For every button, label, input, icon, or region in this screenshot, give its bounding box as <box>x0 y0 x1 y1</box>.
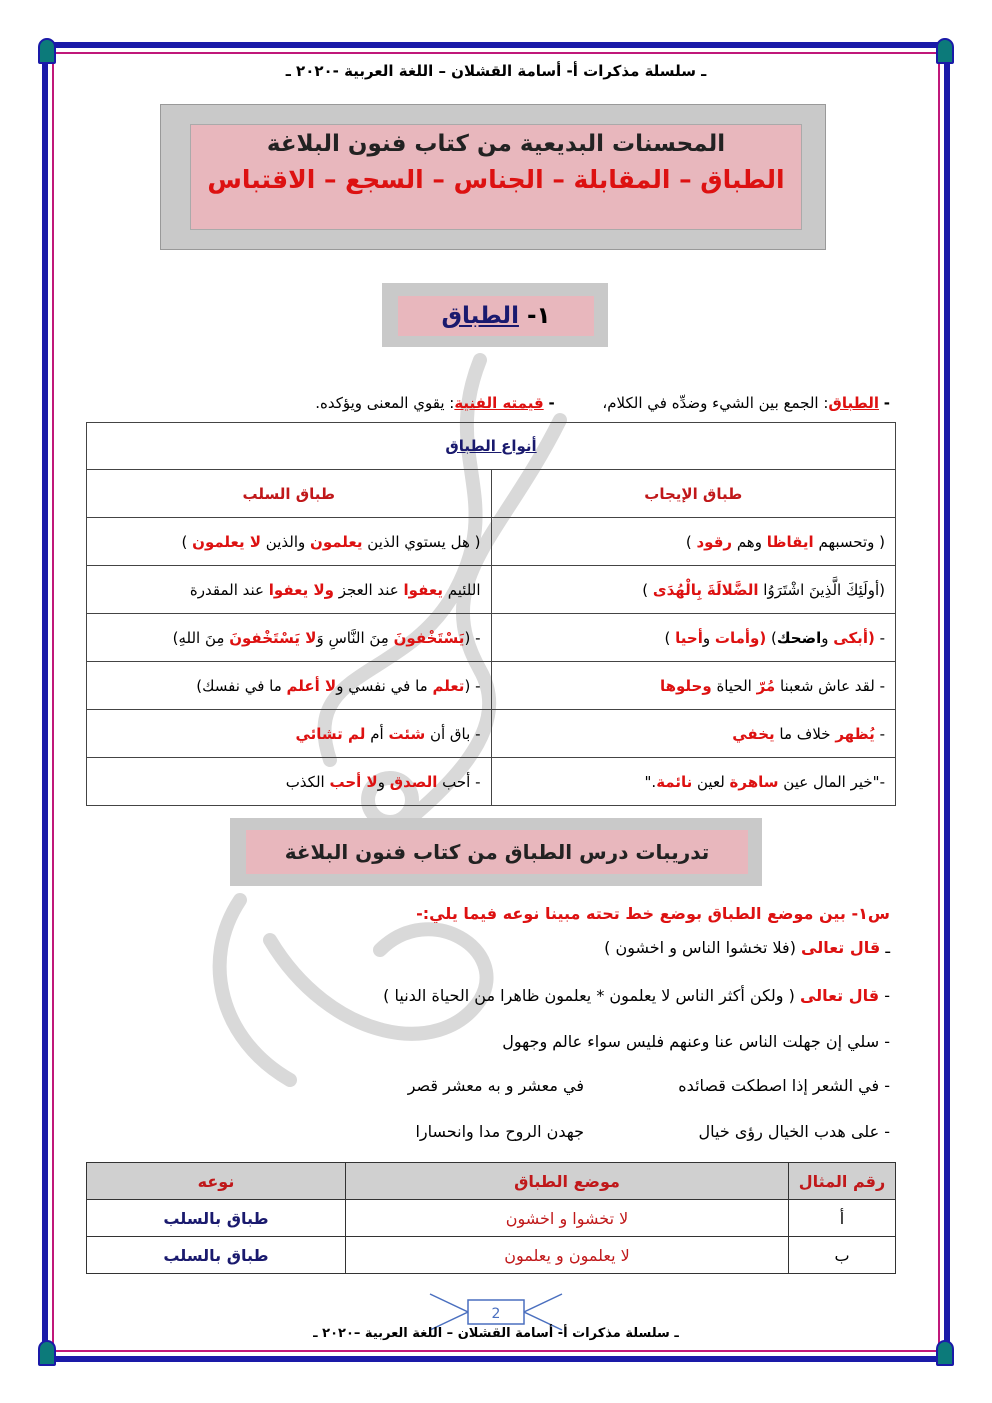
value-dash: - <box>548 394 555 412</box>
example-segment: يخفي <box>732 724 775 743</box>
page-footer: ـ سلسلة مذكرات أ- أسامة القشلان – اللغة العربية –٢٠٢٠ ـ <box>313 1326 679 1341</box>
types-row <box>87 566 896 614</box>
example-segment: - <box>874 628 885 647</box>
example-segment: ما في نفسك) <box>196 676 287 695</box>
answer-cell-type: طباق بالسلب <box>87 1237 346 1274</box>
example-segment: اللئيم <box>442 580 481 599</box>
corner-ornament-bottom-left <box>38 1340 56 1366</box>
corner-ornament-bottom-right <box>936 1340 954 1366</box>
types-row <box>87 614 896 662</box>
negative-example-cell <box>87 518 492 566</box>
item-prefix: - <box>884 986 890 1005</box>
example-segment: لعين <box>692 772 730 791</box>
verse-part-1: في الشعر إذا اصطكت قصائده <box>678 1076 880 1095</box>
item-prefix: ـ <box>885 938 890 957</box>
answer-cell-position: لا تخشوا و اخشون <box>346 1200 789 1237</box>
example-segment: - ( <box>464 628 481 647</box>
example-segment: (أبكى <box>833 628 875 647</box>
negative-example-cell <box>87 614 492 662</box>
item-text: (فلا تخشوا الناس و اخشون ) <box>604 938 802 957</box>
example-segment: ايقاظا <box>766 532 814 551</box>
example-segment: ) <box>766 628 777 647</box>
example-segment: اضحك <box>776 628 822 647</box>
example-segment: ) <box>664 628 676 647</box>
exercise-item-3 <box>70 1032 890 1051</box>
example-segment: (أولَئِكَ الَّذِينَ اشْتَرَوُا <box>758 580 885 599</box>
example-segment: رقود <box>696 532 733 551</box>
section-label: الطباق <box>441 303 519 329</box>
types-row <box>87 518 896 566</box>
example-segment: و <box>702 628 715 647</box>
example-segment: أحيا <box>675 628 703 647</box>
title-line-1: المحسنات البديعية من كتاب فنون البلاغة <box>266 131 726 157</box>
example-segment: لا أعلم <box>286 676 337 695</box>
example-segment: الكذب <box>285 772 330 791</box>
types-row <box>87 710 896 758</box>
answer-cell-type: طباق بالسلب <box>87 1200 346 1237</box>
example-segment: و <box>821 628 834 647</box>
item-lead: قال تعالى <box>801 938 881 957</box>
verse-part-2: في معشر و به معشر قصر <box>407 1076 585 1095</box>
example-segment: تعلم <box>432 676 465 695</box>
example-segment: - ( <box>464 676 481 695</box>
answer-cell-number: أ <box>789 1200 896 1237</box>
example-segment: مِنَ النَّاسِ وَ <box>316 628 394 647</box>
types-caption: أنواع الطباق <box>445 437 537 455</box>
example-segment: وهم <box>732 532 767 551</box>
example-segment: نائمة <box>656 772 693 791</box>
types-row <box>87 758 896 806</box>
positive-example-cell <box>491 758 896 806</box>
exercises-heading: تدريبات درس الطباق من كتاب فنون البلاغة <box>246 830 748 874</box>
types-row <box>87 662 896 710</box>
example-segment: -"خير المال عين <box>778 772 885 791</box>
example-segment: عند العجز <box>333 580 404 599</box>
example-segment: و <box>377 772 390 791</box>
example-segment: الضَّلالَةَ <box>706 580 759 599</box>
example-segment: خلاف ما <box>774 724 836 743</box>
col-negative-header: طباق السلب <box>87 470 492 518</box>
positive-example-cell <box>491 614 896 662</box>
exercise-item-1 <box>70 938 890 957</box>
definition-text: : الجمع بين الشيء وضدِّه في الكلام، <box>602 394 829 412</box>
example-segment: شئت <box>388 724 426 743</box>
example-segment: ." <box>644 772 657 791</box>
value-text: : يقوي المعنى ويؤكده. <box>315 394 455 412</box>
example-segment: ( هل يستوي الذين <box>362 532 481 551</box>
definition-dash: - <box>883 394 890 412</box>
example-segment: بِالْهُدَى <box>652 580 703 599</box>
verse-prefix: - <box>884 1076 890 1095</box>
negative-example-cell <box>87 710 492 758</box>
question-text: س١- بين موضع الطباق بوضع خط تحته مبينا نوعه فيما يلي:- <box>416 904 890 923</box>
col-positive-header: طباق الإيجاب <box>491 470 896 518</box>
example-segment: يُظهر <box>835 724 875 743</box>
positive-example-cell <box>491 710 896 758</box>
page-header: ـ سلسلة مذكرات أ- أسامة القشلان – اللغة العربية -٢٠٢٠ ـ <box>285 62 707 80</box>
example-segment: والذين <box>261 532 311 551</box>
title-line-2: الطباق – المقابلة – الجناس – السجع – الاقتباس <box>207 165 785 194</box>
example-segment: ( وتحسبهم <box>813 532 885 551</box>
positive-example-cell <box>491 566 896 614</box>
item-lead: قال تعالى <box>799 986 880 1005</box>
negative-example-cell <box>87 566 492 614</box>
example-segment: يعفوا <box>403 580 443 599</box>
example-segment: - لقد عاش شعبنا <box>775 676 885 695</box>
example-segment: ولا يعفوا <box>268 580 334 599</box>
types-body <box>87 518 896 806</box>
title-panel <box>190 124 802 230</box>
example-segment: ما في نفسي و <box>336 676 433 695</box>
example-segment: يعلمون <box>310 532 363 551</box>
example-segment: وحلوها <box>659 676 712 695</box>
item-prefix: - <box>884 1032 890 1051</box>
answer-header-position: موضع الطباق <box>346 1163 789 1200</box>
example-segment: لا يَسْتَخْفونَ <box>229 628 317 647</box>
definition-line <box>110 394 890 412</box>
answer-cell-position: لا يعلمون و يعلمون <box>346 1237 789 1274</box>
example-segment: عند المقدرة <box>189 580 269 599</box>
positive-example-cell <box>491 662 896 710</box>
item-text: ( ولكن أكثر الناس لا يعلمون * يعلمون ظاهرا من الحياة الدنيا ) <box>383 986 800 1005</box>
answer-cell-number: ب <box>789 1237 896 1274</box>
example-segment: ) <box>181 532 193 551</box>
example-segment: أم <box>365 724 389 743</box>
answer-table <box>86 1162 896 1274</box>
types-caption-cell <box>87 423 896 470</box>
example-segment: مِنَ اللهِ) <box>172 628 230 647</box>
types-table <box>86 422 896 806</box>
negative-example-cell <box>87 662 492 710</box>
example-segment: الحياة <box>711 676 757 695</box>
section-heading <box>398 296 594 336</box>
verse-2 <box>70 1122 890 1141</box>
example-segment: لا يعلمون <box>192 532 262 551</box>
definition-term: الطباق <box>828 394 879 412</box>
example-segment: الصدق <box>389 772 438 791</box>
corner-ornament-top-left <box>38 38 56 64</box>
example-segment: ) <box>685 532 697 551</box>
negative-example-cell <box>87 758 492 806</box>
page-number: 2 <box>491 1306 501 1322</box>
example-segment: - أحب <box>437 772 481 791</box>
verse-part-1: على هدب الخيال رؤى خيال <box>698 1122 880 1141</box>
verse-1 <box>70 1076 890 1095</box>
positive-example-cell <box>491 518 896 566</box>
corner-ornament-top-right <box>936 38 954 64</box>
section-number: ١- <box>526 303 551 329</box>
item-text: سلي إن جهلت الناس عنا وعنهم فليس سواء عالم وجهول <box>502 1032 885 1051</box>
example-segment: - <box>874 724 885 743</box>
exercise-item-2 <box>70 986 890 1005</box>
example-segment: مُرّ <box>756 676 776 695</box>
example-segment: - باق أن <box>425 724 481 743</box>
example-segment: لا أحب <box>329 772 378 791</box>
verse-part-2: جهدن الروح مدا وانحسارا <box>415 1122 585 1141</box>
example-segment: (وأمات <box>714 628 767 647</box>
value-term: قيمته الفنية <box>454 394 544 412</box>
example-segment: يَسْتَخْفونَ <box>393 628 465 647</box>
example-segment: ساهرة <box>729 772 779 791</box>
answer-header-number: رقم المثال <box>789 1163 896 1200</box>
verse-prefix: - <box>884 1122 890 1141</box>
example-segment: لم تشائي <box>295 724 366 743</box>
example-segment: ) <box>642 580 653 599</box>
answer-header-type: نوعه <box>87 1163 346 1200</box>
